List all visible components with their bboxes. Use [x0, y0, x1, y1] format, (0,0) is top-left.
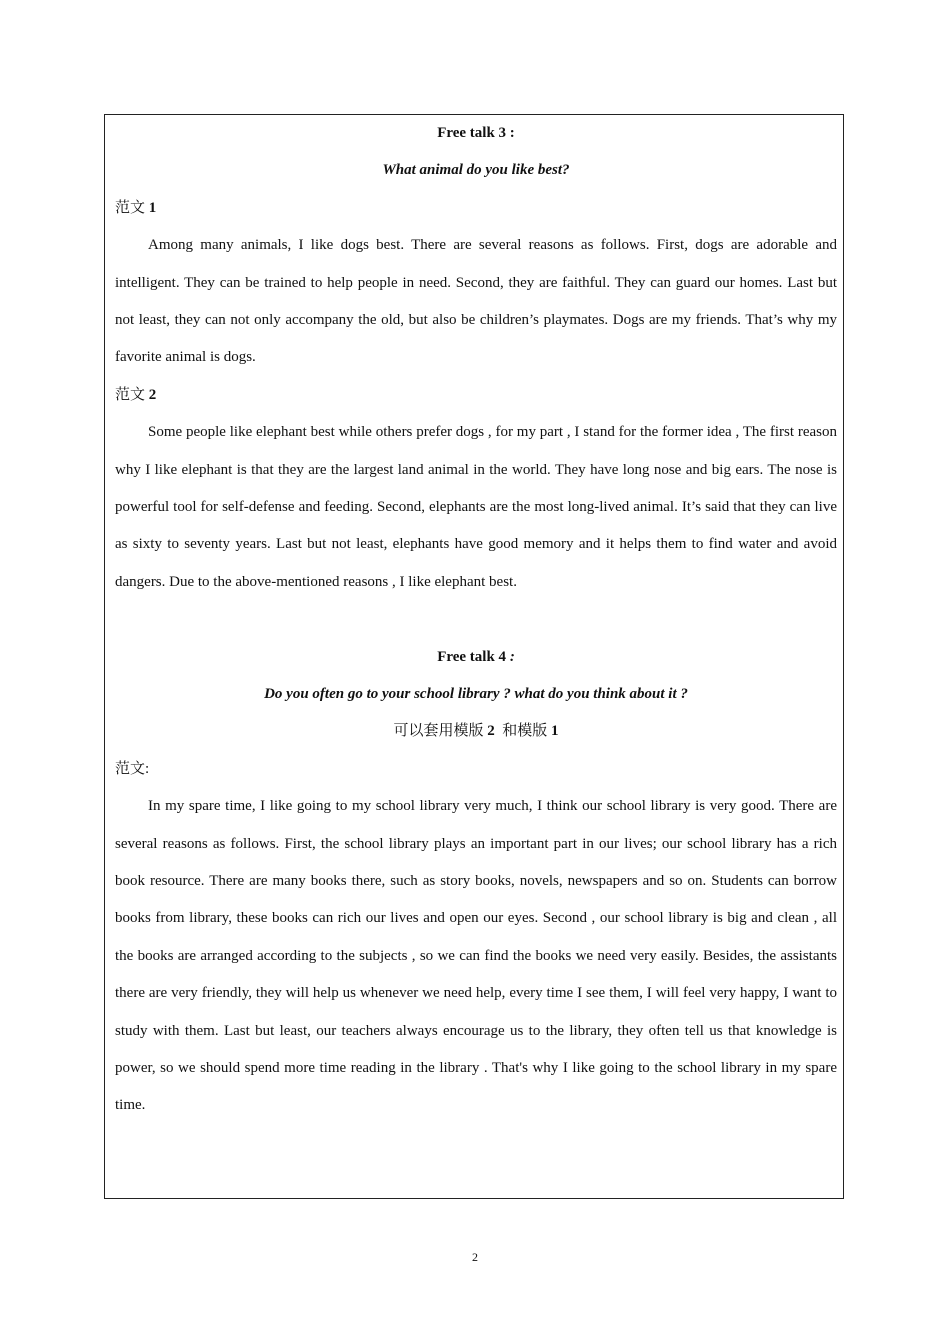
essay-3-text: In my spare time, I like going to my school library very much, I think our school library is very good. There are several reasons as follows. First, the school library plays an important part in our lives; our school library has a rich book resource. There are many books there, such as story books, novels, newspapers and so on. Students can borrow books from library, these books can rich our lives and open our eyes. Second , our school library is big and clean , all the books are arranged according to the subjects , so we can find the books we need very easily. Besides, the assistants there are very friendly, they will help us whenever we need help, every time I see them, I will feel very happy, I want to study with them. Last but least, our teachers always encourage us to the library, they often tell us that knowledge is power, so we should spend more time reading in the library . That's why I like going to the school library in my spare time. [115, 798, 837, 1114]
essay-2-label-num: 2 [148, 386, 157, 403]
essay-2-label [115, 377, 837, 414]
free-talk-3-question: What animal do you like best? [382, 162, 570, 179]
frame-content [115, 115, 837, 1125]
page-number: 2 [472, 1250, 478, 1264]
free-talk-4-title-text: Free talk 4 [437, 648, 507, 665]
essay-2-text: Some people like elephant best while others prefer dogs , for my part , I stand for the former idea , The first reason why I like elephant is that they are the largest land animal in the world. They have long nose and big ears. The nose is powerful tool for self-defense and feeding. Second, elephants are the most long-lived animal. It’s said that they can live as sixty to seventy years. Last but not least, elephants have good memory and it helps them to find water and avoid dangers. Due to the above-mentioned reasons , I like elephant best. [115, 424, 837, 590]
template-note-part1: 可以套用模版 [393, 723, 484, 740]
essay-1-label-num: 1 [148, 199, 157, 216]
essay-1-text: Among many animals, I like dogs best. There are several reasons as follows. First, dogs are adorable and intelligent. They can be trained to help people in need. Second, they are faithful. They can guard our homes. Last but not least, they can not only accompany the old, but also be children’s playmates. Dogs are my friends. That’s why my favorite animal is dogs. [115, 237, 837, 366]
essay-1-label [115, 190, 837, 227]
template-note-part2: 和模版 [502, 723, 548, 740]
essay-1-label-cn: 范文 [115, 199, 146, 216]
spacer [115, 601, 837, 638]
template-note [115, 713, 837, 750]
template-note-num1: 2 [487, 723, 495, 740]
free-talk-4-question: Do you often go to your school library ? what do you think about it ? [264, 686, 688, 702]
essay-3-label: 范文: [115, 760, 150, 777]
free-talk-3-title: Free talk 3 : [437, 125, 515, 141]
template-note-num2: 1 [551, 723, 559, 740]
free-talk-4-title [115, 639, 837, 676]
essay-2-label-cn: 范文 [115, 386, 146, 403]
free-talk-4-title-colon: : [506, 648, 515, 665]
content-frame [104, 114, 844, 1199]
